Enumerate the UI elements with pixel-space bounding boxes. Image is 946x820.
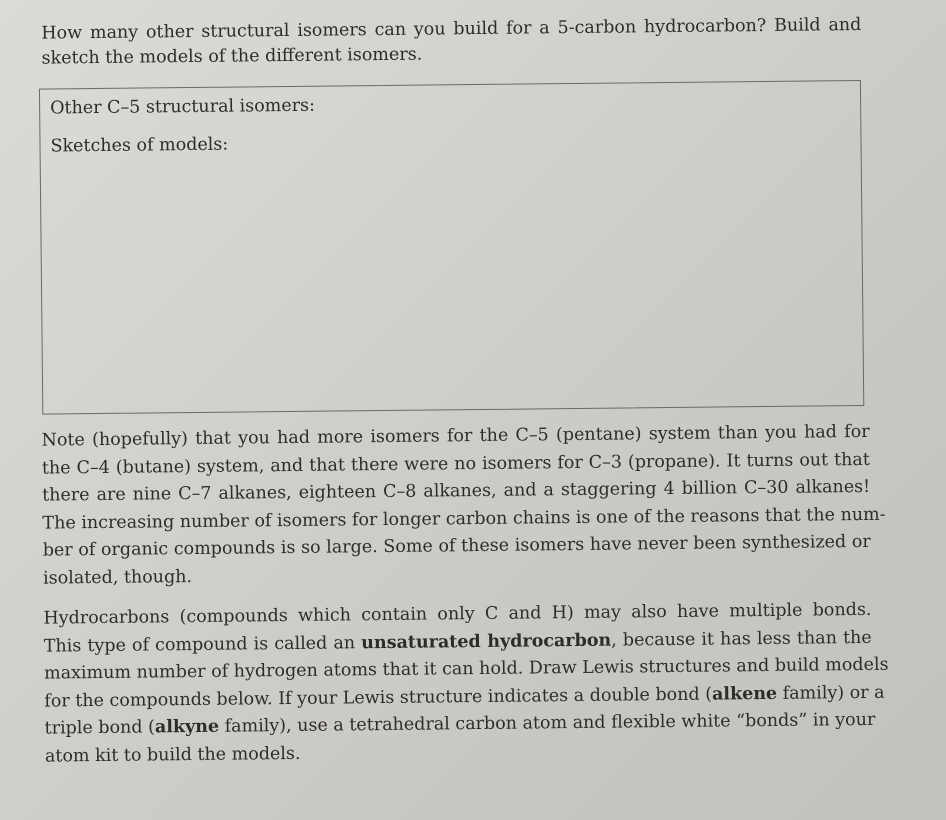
sketches-label: Sketches of models: <box>50 134 229 157</box>
paragraph-line: there are nine C–7 alkanes, eighteen C–8 alkanes, and a staggering 4 billion C–30 alkanes! <box>42 477 871 506</box>
text-span: family), use a tetrahedral carbon atom and flexible white “bonds” in your <box>218 710 876 738</box>
isomers-note-paragraph <box>41 419 886 593</box>
paragraph-line: atom kit to build the models. <box>44 743 301 767</box>
text-span: family) or a <box>777 682 885 704</box>
paragraph-line: ber of organic compounds is so large. Some of these isomers have never been synthesized or <box>42 532 871 561</box>
paragraph-line: Hydrocarbons (compounds which contain only C and H) may also have multiple bonds. <box>43 599 872 629</box>
text-span: for the compounds below. If your Lewis structure indicates a double bond ( <box>44 684 713 712</box>
text-span: triple bond ( <box>44 717 156 739</box>
unsaturated-hydrocarbon-paragraph <box>43 597 889 771</box>
paragraph-line: Note (hopefully) that you had more isomers for the C–5 (pentane) system than you had for <box>41 421 870 451</box>
term-unsaturated-hydrocarbon: unsaturated hydrocarbon <box>361 630 612 653</box>
question-text <box>41 13 861 72</box>
question-line: How many other structural isomers can you build for a 5-carbon hydrocarbon? Build and <box>41 14 862 44</box>
isomers-label: Other C–5 structural isomers: <box>50 95 316 119</box>
question-line: sketch the models of the different isomers. <box>41 44 423 69</box>
term-alkene: alkene <box>711 683 778 705</box>
answer-box[interactable] <box>39 80 864 415</box>
text-span: , because it has less than the <box>611 627 872 651</box>
paragraph-line: The increasing number of isomers for longer carbon chains is one of the reasons that the num- <box>42 504 886 534</box>
paragraph-line: maximum number of hydrogen atoms that it can hold. Draw Lewis structures and build models <box>43 654 889 684</box>
paragraph-line: the C–4 (butane) system, and that there were no isomers for C–3 (propane). It turns out that <box>41 449 870 479</box>
paragraph-line: isolated, though. <box>42 566 193 589</box>
term-alkyne: alkyne <box>154 717 220 738</box>
text-span: This type of compound is called an <box>43 632 362 657</box>
